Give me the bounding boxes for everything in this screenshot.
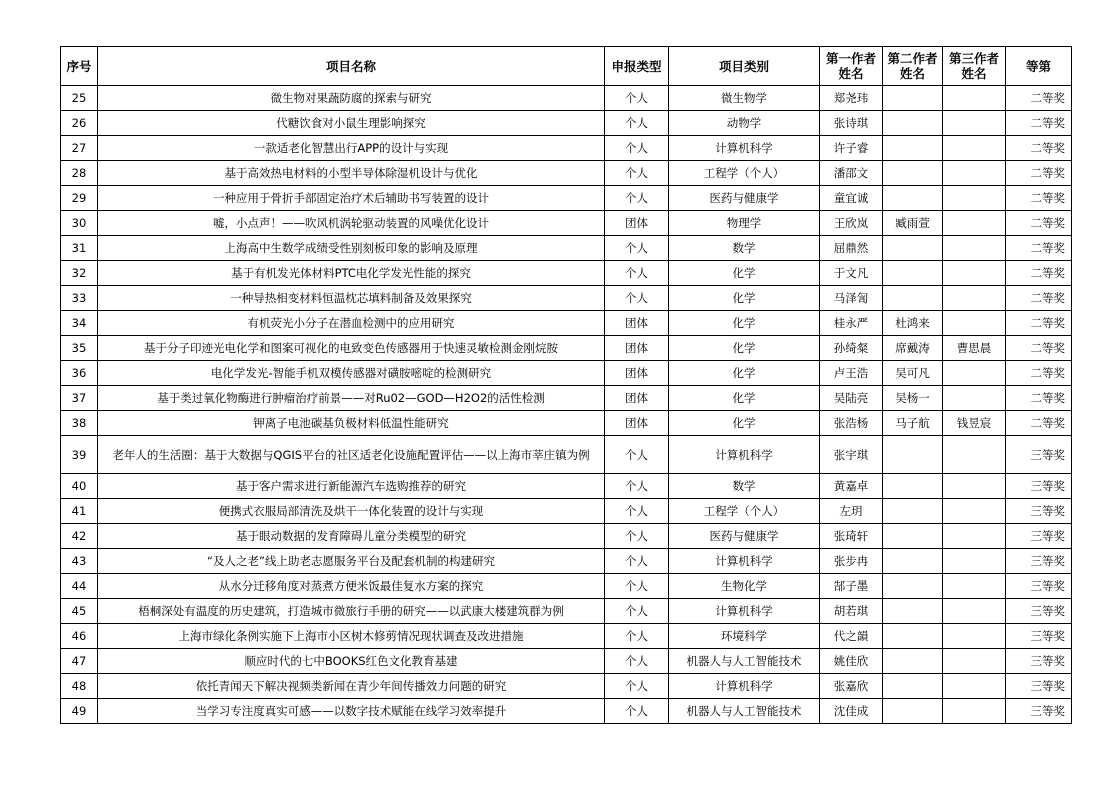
row-author1: 桂永严: [820, 311, 883, 336]
table-row: [61, 674, 1072, 699]
row-author1: 郜子墨: [820, 574, 883, 599]
row-author3: [943, 674, 1006, 699]
row-author3: [943, 236, 1006, 261]
row-project-name: 有机荧光小分子在潜血检测中的应用研究: [98, 311, 605, 336]
row-author2: [883, 499, 943, 524]
row-category: 化学: [669, 361, 820, 386]
row-author1: 代之韻: [820, 624, 883, 649]
header-award: 等第: [1006, 47, 1072, 86]
row-category: 医药与健康学: [669, 524, 820, 549]
row-award: 三等奖: [1006, 524, 1072, 549]
table-row: [61, 336, 1072, 361]
row-type: 个人: [605, 499, 669, 524]
row-type: 个人: [605, 186, 669, 211]
row-author3: [943, 111, 1006, 136]
row-author2: [883, 286, 943, 311]
row-award: 三等奖: [1006, 574, 1072, 599]
row-author2: [883, 649, 943, 674]
header-author1-line2: 姓名: [838, 66, 864, 81]
row-category: 机器人与人工智能技术: [669, 699, 820, 724]
row-project-name: 基于有机发光体材料PTC电化学发光性能的探究: [98, 261, 605, 286]
row-num: 35: [61, 336, 98, 361]
row-project-name: 基于分子印迹光电化学和图案可视化的电致变色传感器用于快速灵敏检测金刚烷胺: [98, 336, 605, 361]
row-category: 微生物学: [669, 86, 820, 111]
row-num: 41: [61, 499, 98, 524]
row-type: 个人: [605, 86, 669, 111]
table-row: [61, 524, 1072, 549]
header-num: 序号: [61, 47, 98, 86]
row-category: 计算机科学: [669, 599, 820, 624]
table-row: [61, 474, 1072, 499]
row-num: 45: [61, 599, 98, 624]
row-award: 二等奖: [1006, 336, 1072, 361]
row-project-name: 一种应用于骨折手部固定治疗术后辅助书写装置的设计: [98, 186, 605, 211]
row-author2: 臧雨萱: [883, 211, 943, 236]
row-num: 39: [61, 436, 98, 474]
row-num: 40: [61, 474, 98, 499]
row-author1: 张步冉: [820, 549, 883, 574]
row-category: 物理学: [669, 211, 820, 236]
row-author3: [943, 86, 1006, 111]
table-row: [61, 161, 1072, 186]
row-num: 43: [61, 549, 98, 574]
row-author1: 卢王浩: [820, 361, 883, 386]
row-author3: [943, 499, 1006, 524]
row-category: 化学: [669, 336, 820, 361]
row-project-name: 梧桐深处有温度的历史建筑，打造城市微旅行手册的研究——以武康大楼建筑群为例: [98, 599, 605, 624]
row-project-name: 微生物对果蔬防腐的探索与研究: [98, 86, 605, 111]
row-award: 二等奖: [1006, 86, 1072, 111]
row-category: 机器人与人工智能技术: [669, 649, 820, 674]
row-award: 三等奖: [1006, 549, 1072, 574]
row-type: 个人: [605, 674, 669, 699]
row-author3: [943, 474, 1006, 499]
row-author1: 沈佳成: [820, 699, 883, 724]
header-author2-line1: 第二作者: [887, 51, 938, 66]
row-num: 32: [61, 261, 98, 286]
row-award: 二等奖: [1006, 386, 1072, 411]
row-type: 个人: [605, 261, 669, 286]
row-author1: 王欣岚: [820, 211, 883, 236]
row-author1: 张宇琪: [820, 436, 883, 474]
row-num: 33: [61, 286, 98, 311]
row-project-name: 当学习专注度真实可感——以数字技术赋能在线学习效率提升: [98, 699, 605, 724]
header-author1: [820, 47, 883, 86]
row-author1: 马泽訇: [820, 286, 883, 311]
table-row: [61, 549, 1072, 574]
row-author3: [943, 649, 1006, 674]
row-category: 计算机科学: [669, 549, 820, 574]
row-author3: [943, 311, 1006, 336]
row-author2: [883, 161, 943, 186]
table-row: [61, 261, 1072, 286]
row-type: 个人: [605, 136, 669, 161]
award-table: [60, 46, 1072, 724]
row-type: 个人: [605, 549, 669, 574]
row-author2: [883, 86, 943, 111]
table-row: [61, 386, 1072, 411]
row-author3: [943, 624, 1006, 649]
row-num: 42: [61, 524, 98, 549]
row-category: 化学: [669, 286, 820, 311]
row-num: 49: [61, 699, 98, 724]
row-category: 生物化学: [669, 574, 820, 599]
row-award: 三等奖: [1006, 499, 1072, 524]
row-author3: [943, 286, 1006, 311]
row-award: 三等奖: [1006, 624, 1072, 649]
row-type: 团体: [605, 211, 669, 236]
row-type: 个人: [605, 699, 669, 724]
table-header-row: [61, 47, 1072, 86]
row-type: 个人: [605, 474, 669, 499]
row-type: 个人: [605, 599, 669, 624]
row-type: 团体: [605, 311, 669, 336]
row-project-name: 基于高效热电材料的小型半导体除湿机设计与优化: [98, 161, 605, 186]
row-author1: 黄嘉卓: [820, 474, 883, 499]
table-row: [61, 236, 1072, 261]
header-name: 项目名称: [98, 47, 605, 86]
row-author2: [883, 524, 943, 549]
row-category: 环境科学: [669, 624, 820, 649]
row-project-name: 电化学发光-智能手机双模传感器对磺胺嘧啶的检测研究: [98, 361, 605, 386]
row-author2: [883, 674, 943, 699]
header-category: 项目类别: [669, 47, 820, 86]
row-author2: [883, 599, 943, 624]
row-type: 个人: [605, 236, 669, 261]
row-type: 个人: [605, 161, 669, 186]
row-award: 三等奖: [1006, 436, 1072, 474]
row-author3: [943, 136, 1006, 161]
row-project-name: 依托青闻天下解决视频类新闻在青少年间传播效力问题的研究: [98, 674, 605, 699]
row-author1: 于文凡: [820, 261, 883, 286]
table-row: [61, 136, 1072, 161]
row-author1: 张琦轩: [820, 524, 883, 549]
row-type: 个人: [605, 649, 669, 674]
table-row: [61, 436, 1072, 474]
row-author1: 吴陆亮: [820, 386, 883, 411]
row-award: 三等奖: [1006, 674, 1072, 699]
row-category: 医药与健康学: [669, 186, 820, 211]
row-award: 二等奖: [1006, 236, 1072, 261]
row-author3: [943, 574, 1006, 599]
row-num: 34: [61, 311, 98, 336]
row-project-name: 基于类过氧化物酶进行肿瘤治疗前景——对Ru02—GOD—H2O2的活性检测: [98, 386, 605, 411]
row-num: 30: [61, 211, 98, 236]
row-author3: [943, 524, 1006, 549]
row-category: 化学: [669, 386, 820, 411]
header-author3: [943, 47, 1006, 86]
row-project-name: 便携式衣服局部清洗及烘干一体化装置的设计与实现: [98, 499, 605, 524]
table-body: [61, 86, 1072, 724]
row-category: 化学: [669, 261, 820, 286]
row-award: 二等奖: [1006, 411, 1072, 436]
row-author3: [943, 549, 1006, 574]
row-author3: [943, 186, 1006, 211]
row-category: 数学: [669, 236, 820, 261]
row-type: 个人: [605, 624, 669, 649]
row-author2: [883, 236, 943, 261]
row-author2: [883, 699, 943, 724]
row-project-name: 上海高中生数学成绩受性别刻板印象的影响及原理: [98, 236, 605, 261]
row-project-name: 钾离子电池碳基负极材料低温性能研究: [98, 411, 605, 436]
row-award: 二等奖: [1006, 211, 1072, 236]
row-award: 二等奖: [1006, 186, 1072, 211]
row-author3: 钱昱宸: [943, 411, 1006, 436]
row-author1: 许子睿: [820, 136, 883, 161]
row-author1: 孙绮粲: [820, 336, 883, 361]
row-type: 个人: [605, 111, 669, 136]
row-award: 二等奖: [1006, 261, 1072, 286]
row-author2: 杜鸿来: [883, 311, 943, 336]
row-num: 25: [61, 86, 98, 111]
row-type: 个人: [605, 286, 669, 311]
row-project-name: 老年人的生活圈：基于大数据与QGIS平台的社区适老化设施配置评估——以上海市莘庄镇为例: [98, 436, 605, 474]
row-num: 29: [61, 186, 98, 211]
table-row: [61, 86, 1072, 111]
row-author2: [883, 574, 943, 599]
table-row: [61, 649, 1072, 674]
row-num: 37: [61, 386, 98, 411]
row-type: 团体: [605, 411, 669, 436]
row-project-name: 嘘，小点声！——吹风机涡轮驱动装置的风噪优化设计: [98, 211, 605, 236]
table-row: [61, 599, 1072, 624]
header-author2-line2: 姓名: [899, 66, 925, 81]
row-author2: [883, 624, 943, 649]
row-author1: 张嘉欣: [820, 674, 883, 699]
table-row: [61, 499, 1072, 524]
row-type: 团体: [605, 386, 669, 411]
row-author1: 屈鼎然: [820, 236, 883, 261]
row-author3: [943, 599, 1006, 624]
row-award: 二等奖: [1006, 111, 1072, 136]
row-num: 36: [61, 361, 98, 386]
row-author1: 张浩杨: [820, 411, 883, 436]
row-author1: 胡若琪: [820, 599, 883, 624]
table-row: [61, 574, 1072, 599]
row-author1: 左玥: [820, 499, 883, 524]
row-author1: 童宜诚: [820, 186, 883, 211]
row-num: 47: [61, 649, 98, 674]
row-type: 个人: [605, 574, 669, 599]
row-project-name: 顺应时代的七中BOOKS红色文化教育基建: [98, 649, 605, 674]
header-type: 申报类型: [605, 47, 669, 86]
row-num: 44: [61, 574, 98, 599]
row-author2: [883, 111, 943, 136]
row-project-name: 代糖饮食对小鼠生理影响探究: [98, 111, 605, 136]
row-num: 48: [61, 674, 98, 699]
row-category: 化学: [669, 311, 820, 336]
row-category: 计算机科学: [669, 436, 820, 474]
row-category: 化学: [669, 411, 820, 436]
row-award: 二等奖: [1006, 361, 1072, 386]
row-author2: [883, 261, 943, 286]
row-category: 计算机科学: [669, 136, 820, 161]
row-project-name: 上海市绿化条例实施下上海市小区树木修剪情况现状调查及改进措施: [98, 624, 605, 649]
row-type: 团体: [605, 361, 669, 386]
row-project-name: 一款适老化智慧出行APP的设计与实现: [98, 136, 605, 161]
row-author1: 张诗琪: [820, 111, 883, 136]
row-award: 二等奖: [1006, 161, 1072, 186]
row-category: 数学: [669, 474, 820, 499]
header-author1-line1: 第一作者: [825, 51, 876, 66]
row-author1: 姚佳欣: [820, 649, 883, 674]
row-author2: [883, 436, 943, 474]
row-author2: [883, 186, 943, 211]
header-author3-line1: 第三作者: [948, 51, 999, 66]
row-project-name: 一种导热相变材料恒温枕芯填料制备及效果探究: [98, 286, 605, 311]
row-author3: [943, 699, 1006, 724]
row-num: 26: [61, 111, 98, 136]
row-author2: 马子航: [883, 411, 943, 436]
row-num: 31: [61, 236, 98, 261]
row-project-name: 基于客户需求进行新能源汽车选购推荐的研究: [98, 474, 605, 499]
table-row: [61, 186, 1072, 211]
row-category: 计算机科学: [669, 674, 820, 699]
row-category: 工程学（个人）: [669, 499, 820, 524]
row-award: 二等奖: [1006, 136, 1072, 161]
row-author3: [943, 436, 1006, 474]
row-author2: [883, 474, 943, 499]
row-award: 三等奖: [1006, 599, 1072, 624]
header-author2: [883, 47, 943, 86]
row-award: 三等奖: [1006, 699, 1072, 724]
row-project-name: 基于眼动数据的发育障碍儿童分类模型的研究: [98, 524, 605, 549]
row-project-name: “及人之老”线上助老志愿服务平台及配套机制的构建研究: [98, 549, 605, 574]
row-award: 二等奖: [1006, 286, 1072, 311]
row-author3: [943, 161, 1006, 186]
table-row: [61, 411, 1072, 436]
row-type: 个人: [605, 436, 669, 474]
row-author2: 席戴涛: [883, 336, 943, 361]
row-award: 二等奖: [1006, 311, 1072, 336]
row-author3: [943, 261, 1006, 286]
row-category: 动物学: [669, 111, 820, 136]
row-project-name: 从水分迁移角度对蒸煮方便米饭最佳复水方案的探究: [98, 574, 605, 599]
row-award: 三等奖: [1006, 474, 1072, 499]
row-author2: 吴可凡: [883, 361, 943, 386]
table-row: [61, 211, 1072, 236]
row-num: 27: [61, 136, 98, 161]
row-author2: [883, 549, 943, 574]
header-author3-line2: 姓名: [961, 66, 987, 81]
table-row: [61, 311, 1072, 336]
table-row: [61, 624, 1072, 649]
row-author1: 潘邵文: [820, 161, 883, 186]
row-author3: 曹思晨: [943, 336, 1006, 361]
row-num: 28: [61, 161, 98, 186]
row-num: 38: [61, 411, 98, 436]
row-author2: [883, 136, 943, 161]
row-author1: 郑尧玮: [820, 86, 883, 111]
table-row: [61, 699, 1072, 724]
row-type: 团体: [605, 336, 669, 361]
row-category: 工程学（个人）: [669, 161, 820, 186]
row-award: 三等奖: [1006, 649, 1072, 674]
row-author3: [943, 386, 1006, 411]
row-type: 个人: [605, 524, 669, 549]
row-author3: [943, 211, 1006, 236]
row-author2: 吴杨一: [883, 386, 943, 411]
table-row: [61, 111, 1072, 136]
row-author3: [943, 361, 1006, 386]
table-row: [61, 361, 1072, 386]
row-num: 46: [61, 624, 98, 649]
table-row: [61, 286, 1072, 311]
